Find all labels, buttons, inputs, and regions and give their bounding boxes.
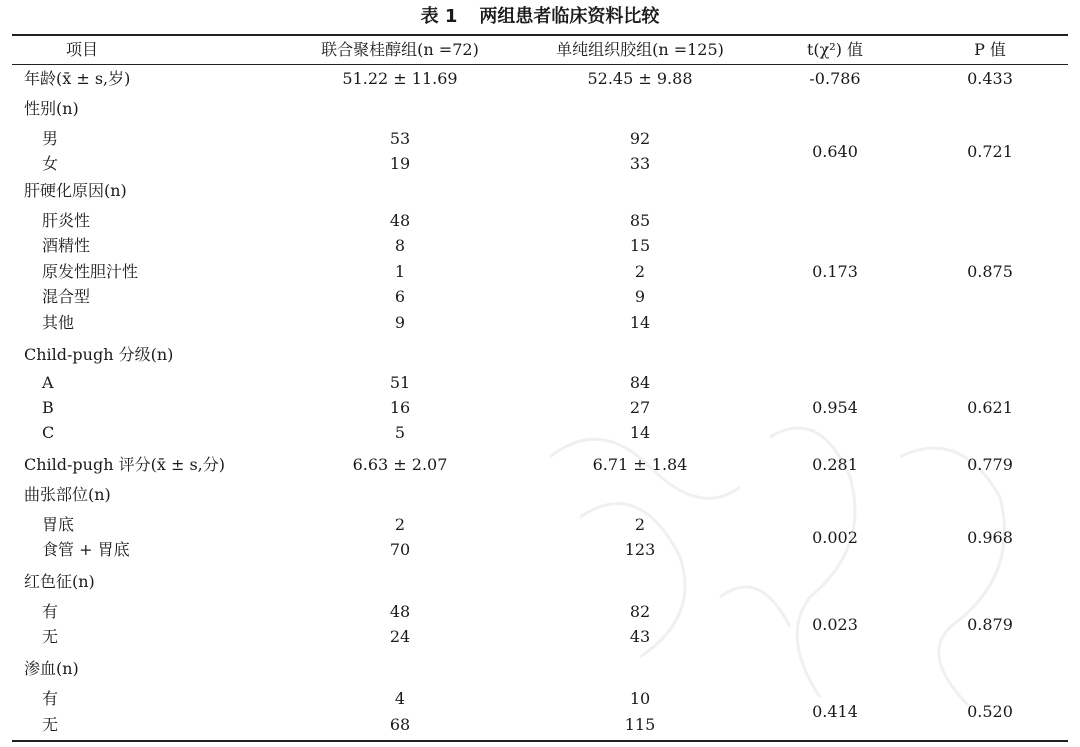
cell-group2: 92 xyxy=(629,129,651,148)
row-label: 无 xyxy=(42,715,59,734)
cell-group2: 2 xyxy=(634,515,646,534)
group-stat: 0.954 xyxy=(812,398,858,417)
group-p: 0.520 xyxy=(967,702,1013,721)
group-p: 0.721 xyxy=(967,141,1013,161)
group-p: 0.879 xyxy=(967,614,1013,634)
table-number: 表 1 xyxy=(420,6,458,27)
row-label: 红色征(n) xyxy=(24,572,95,591)
cell-group1: 8 xyxy=(394,236,406,255)
table-caption xyxy=(0,4,1080,30)
row-label: 有 xyxy=(42,689,59,708)
row-label: Child-pugh 评分(x̄ ± s,分) xyxy=(24,455,225,474)
group-stat: 0.640 xyxy=(812,141,858,161)
row-label: 其他 xyxy=(42,313,75,332)
row-label: 食管 + 胃底 xyxy=(42,540,130,559)
group-stat: 0.173 xyxy=(812,262,858,281)
cell-stat: 0.281 xyxy=(812,455,858,474)
cell-group1: 68 xyxy=(389,715,411,734)
cell-group1: 16 xyxy=(389,398,411,417)
group-stat: 0.023 xyxy=(812,614,858,634)
row-label: 肝硬化原因(n) xyxy=(24,181,127,200)
row-label: Child-pugh 分级(n) xyxy=(24,345,174,364)
row-label: 男 xyxy=(42,129,59,148)
row-label: A xyxy=(42,373,54,392)
top-rule xyxy=(12,34,1068,36)
cell-group2: 6.71 ± 1.84 xyxy=(592,455,688,474)
row-label: 渗血(n) xyxy=(24,659,79,678)
cell-group1: 48 xyxy=(389,211,411,230)
cell-group2: 123 xyxy=(624,540,656,559)
cell-group2: 52.45 ± 9.88 xyxy=(587,69,693,88)
row-label: 女 xyxy=(42,154,59,173)
cell-group1: 4 xyxy=(394,689,406,708)
row-label: 原发性胆汁性 xyxy=(42,262,139,281)
cell-group2: 14 xyxy=(629,313,651,332)
row-label: 曲张部位(n) xyxy=(24,485,111,504)
group-p: 0.968 xyxy=(967,527,1013,547)
cell-group1: 1 xyxy=(394,262,406,281)
header-p: P 值 xyxy=(974,40,1006,59)
cell-group1: 19 xyxy=(389,154,411,173)
cell-group2: 9 xyxy=(634,287,646,306)
row-label: B xyxy=(42,398,54,417)
row-label: 性别(n) xyxy=(24,99,79,118)
cell-group1: 5 xyxy=(394,423,406,442)
group-p: 0.621 xyxy=(967,398,1013,417)
group-stat: 0.002 xyxy=(812,527,858,547)
cell-group1: 51.22 ± 11.69 xyxy=(342,69,458,88)
cell-group2: 43 xyxy=(629,627,651,646)
cell-group1: 6.63 ± 2.07 xyxy=(352,455,448,474)
row-label: 有 xyxy=(42,602,59,621)
cell-group2: 14 xyxy=(629,423,651,442)
row-label: 年龄(x̄ ± s,岁) xyxy=(24,69,131,88)
cell-group2: 85 xyxy=(629,211,651,230)
cell-group1: 2 xyxy=(394,515,406,534)
cell-group1: 70 xyxy=(389,540,411,559)
bottom-rule xyxy=(12,740,1068,742)
cell-group1: 6 xyxy=(394,287,406,306)
cell-p: 0.433 xyxy=(967,69,1013,88)
row-label: 肝炎性 xyxy=(42,211,91,230)
cell-group2: 2 xyxy=(634,262,646,281)
cell-group1: 9 xyxy=(394,313,406,332)
cell-group2: 84 xyxy=(629,373,651,392)
header-group1: 联合聚桂醇组(n =72) xyxy=(321,40,479,59)
row-label: 混合型 xyxy=(42,287,91,306)
cell-group1: 24 xyxy=(389,627,411,646)
group-stat: 0.414 xyxy=(812,702,858,721)
row-label: C xyxy=(42,423,55,442)
header-item: 项目 xyxy=(65,40,98,59)
cell-group2: 27 xyxy=(629,398,651,417)
cell-p: 0.779 xyxy=(967,455,1013,474)
header-stat: t(χ²) 值 xyxy=(806,40,864,59)
row-label: 胃底 xyxy=(42,515,75,534)
table-title: 两组患者临床资料比较 xyxy=(479,6,660,27)
cell-group2: 15 xyxy=(629,236,651,255)
row-label: 酒精性 xyxy=(42,236,91,255)
cell-group1: 53 xyxy=(389,129,411,148)
cell-group2: 82 xyxy=(629,602,651,621)
cell-group2: 33 xyxy=(629,154,651,173)
header-group2: 单纯组织胶组(n =125) xyxy=(556,40,724,59)
row-label: 无 xyxy=(42,627,59,646)
cell-stat: -0.786 xyxy=(809,69,861,88)
cell-group1: 51 xyxy=(389,373,411,392)
watermark-graphic xyxy=(520,397,1040,727)
group-p: 0.875 xyxy=(967,262,1013,281)
cell-group2: 115 xyxy=(624,715,656,734)
cell-group1: 48 xyxy=(389,602,411,621)
cell-group2: 10 xyxy=(629,689,651,708)
header-rule xyxy=(12,64,1068,65)
